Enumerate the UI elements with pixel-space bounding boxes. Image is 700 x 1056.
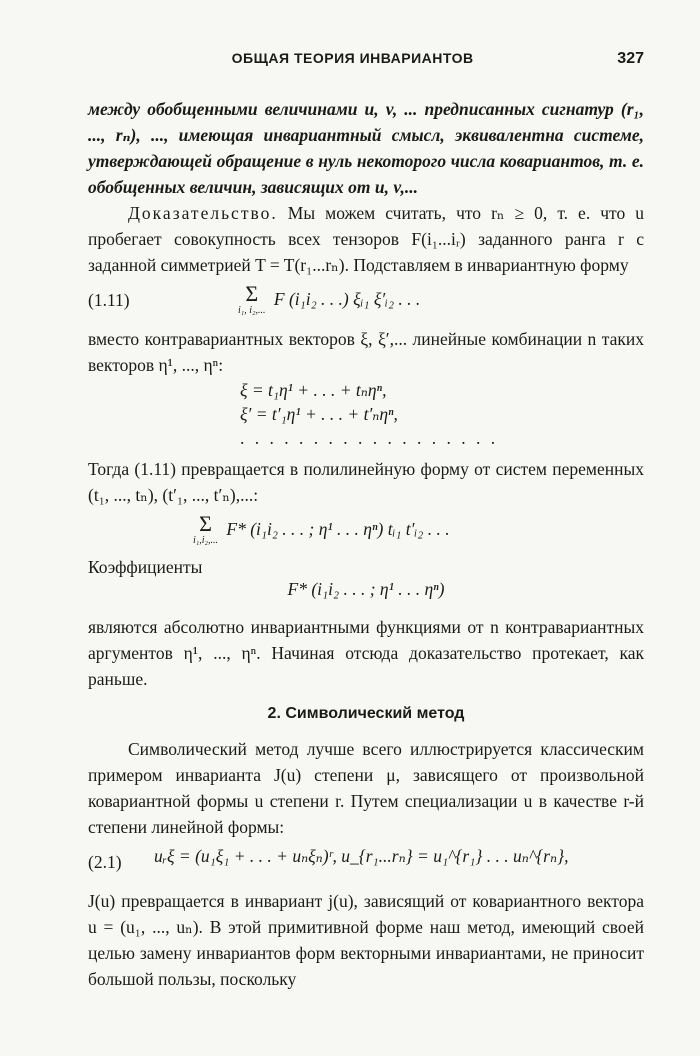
equation-expression: uᵣξ = (u₁ξ₁ + . . . + uₙξₙ)ʳ, u_{r₁...rₙ} = u₁^{r₁} . . . uₙ^{rₙ}, [154, 846, 569, 866]
proof-paragraph [88, 200, 644, 278]
closing-paragraph: J(u) превращается в инвариант j(u), зависящий от ковариантного вектора u = (u₁, ..., uₙ). В этой примитивной форме наш метод, имеющий своей целью замену инвариантов форм векторными инвариантами, не приносит большой пользы, поскольку [88, 891, 644, 989]
theorem-continuation: между обобщенными величинами u, v, ... предписанных сигнатур (r₁, ..., rₙ), ..., имеющая инвариантный смысл, эквивалентна системе, утверждающей обращение в нуль некоторого числа ковариантов, т. е. обобщенных величин, зависящих от u, v,... [88, 99, 644, 197]
equation-2-1 [88, 840, 644, 888]
summation-symbol: Σ i₁,i₂,... [193, 511, 219, 546]
equation-body [238, 281, 421, 318]
equation-number: (2.1) [88, 852, 122, 872]
summation-subscript: i₁, i₂,... [238, 305, 266, 316]
page-number: 327 [617, 50, 644, 67]
multilinear-paragraph: Тогда (1.11) превращается в полилинейную форму от систем переменных (t₁, ..., tₙ), (t′₁, ..., t′ₙ),...: [88, 459, 644, 505]
proof-word: Доказательство. [128, 203, 278, 223]
equation-expression: F (i₁i₂ . . .) ξᵢ₁ ξ′ᵢ₂ . . . [273, 289, 421, 310]
page [88, 50, 644, 992]
linear-combination-system [240, 378, 644, 456]
symbolic-method-paragraph: Символический метод лучше всего иллюстрируется классическим примером инварианта J(u) степени μ, зависящего от произвольной ковариантной формы u степени r. Путем специализации u в качестве r-й степени линейной формы: [88, 739, 644, 837]
equation-body [193, 511, 450, 548]
equation-expression: F* (i₁i₂ . . . ; η¹ . . . ηⁿ) tᵢ₁ t′ᵢ₂ . . . [226, 519, 450, 540]
proof-text: Мы можем считать, что rₙ ≥ 0, т. е. что u пробегает совокупность всех тензоров F(i₁...iᵣ) заданного ранга r с заданной симметрией T = T(r₁...rₙ). Подставляем в инвариантную форму [88, 203, 644, 275]
equation-multilinear [88, 508, 644, 554]
system-line-3: . . . . . . . . . . . . . . . . . . [240, 428, 499, 448]
equation-number: (1.11) [88, 290, 130, 310]
equation-1-11 [88, 278, 644, 326]
section-heading: 2. Символический метод [267, 705, 465, 722]
running-header [88, 50, 644, 80]
substitution-paragraph: вместо контравариантных векторов ξ, ξ′,... линейные комбинации n таких векторов η¹, ..., ηⁿ: [88, 329, 644, 375]
summation-subscript: i₁,i₂,... [193, 535, 219, 546]
system-line-2: ξ′ = t′₁η¹ + . . . + t′ₙηⁿ, [240, 404, 398, 424]
coefficients-expression: F* (i₁i₂ . . . ; η¹ . . . ηⁿ) [287, 579, 445, 599]
running-title: ОБЩАЯ ТЕОРИЯ ИНВАРИАНТОВ [231, 50, 474, 66]
coefficients-label: Коэффициенты [88, 557, 203, 577]
system-line-1: ξ = t₁η¹ + . . . + tₙηⁿ, [240, 380, 387, 400]
invariance-paragraph: являются абсолютно инвариантными функциями от n контравариантных аргументов η¹, ..., ηⁿ. Начиная отсюда доказательство протекает, как раньше. [88, 617, 644, 689]
summation-symbol: Σ i₁, i₂,... [238, 281, 266, 316]
